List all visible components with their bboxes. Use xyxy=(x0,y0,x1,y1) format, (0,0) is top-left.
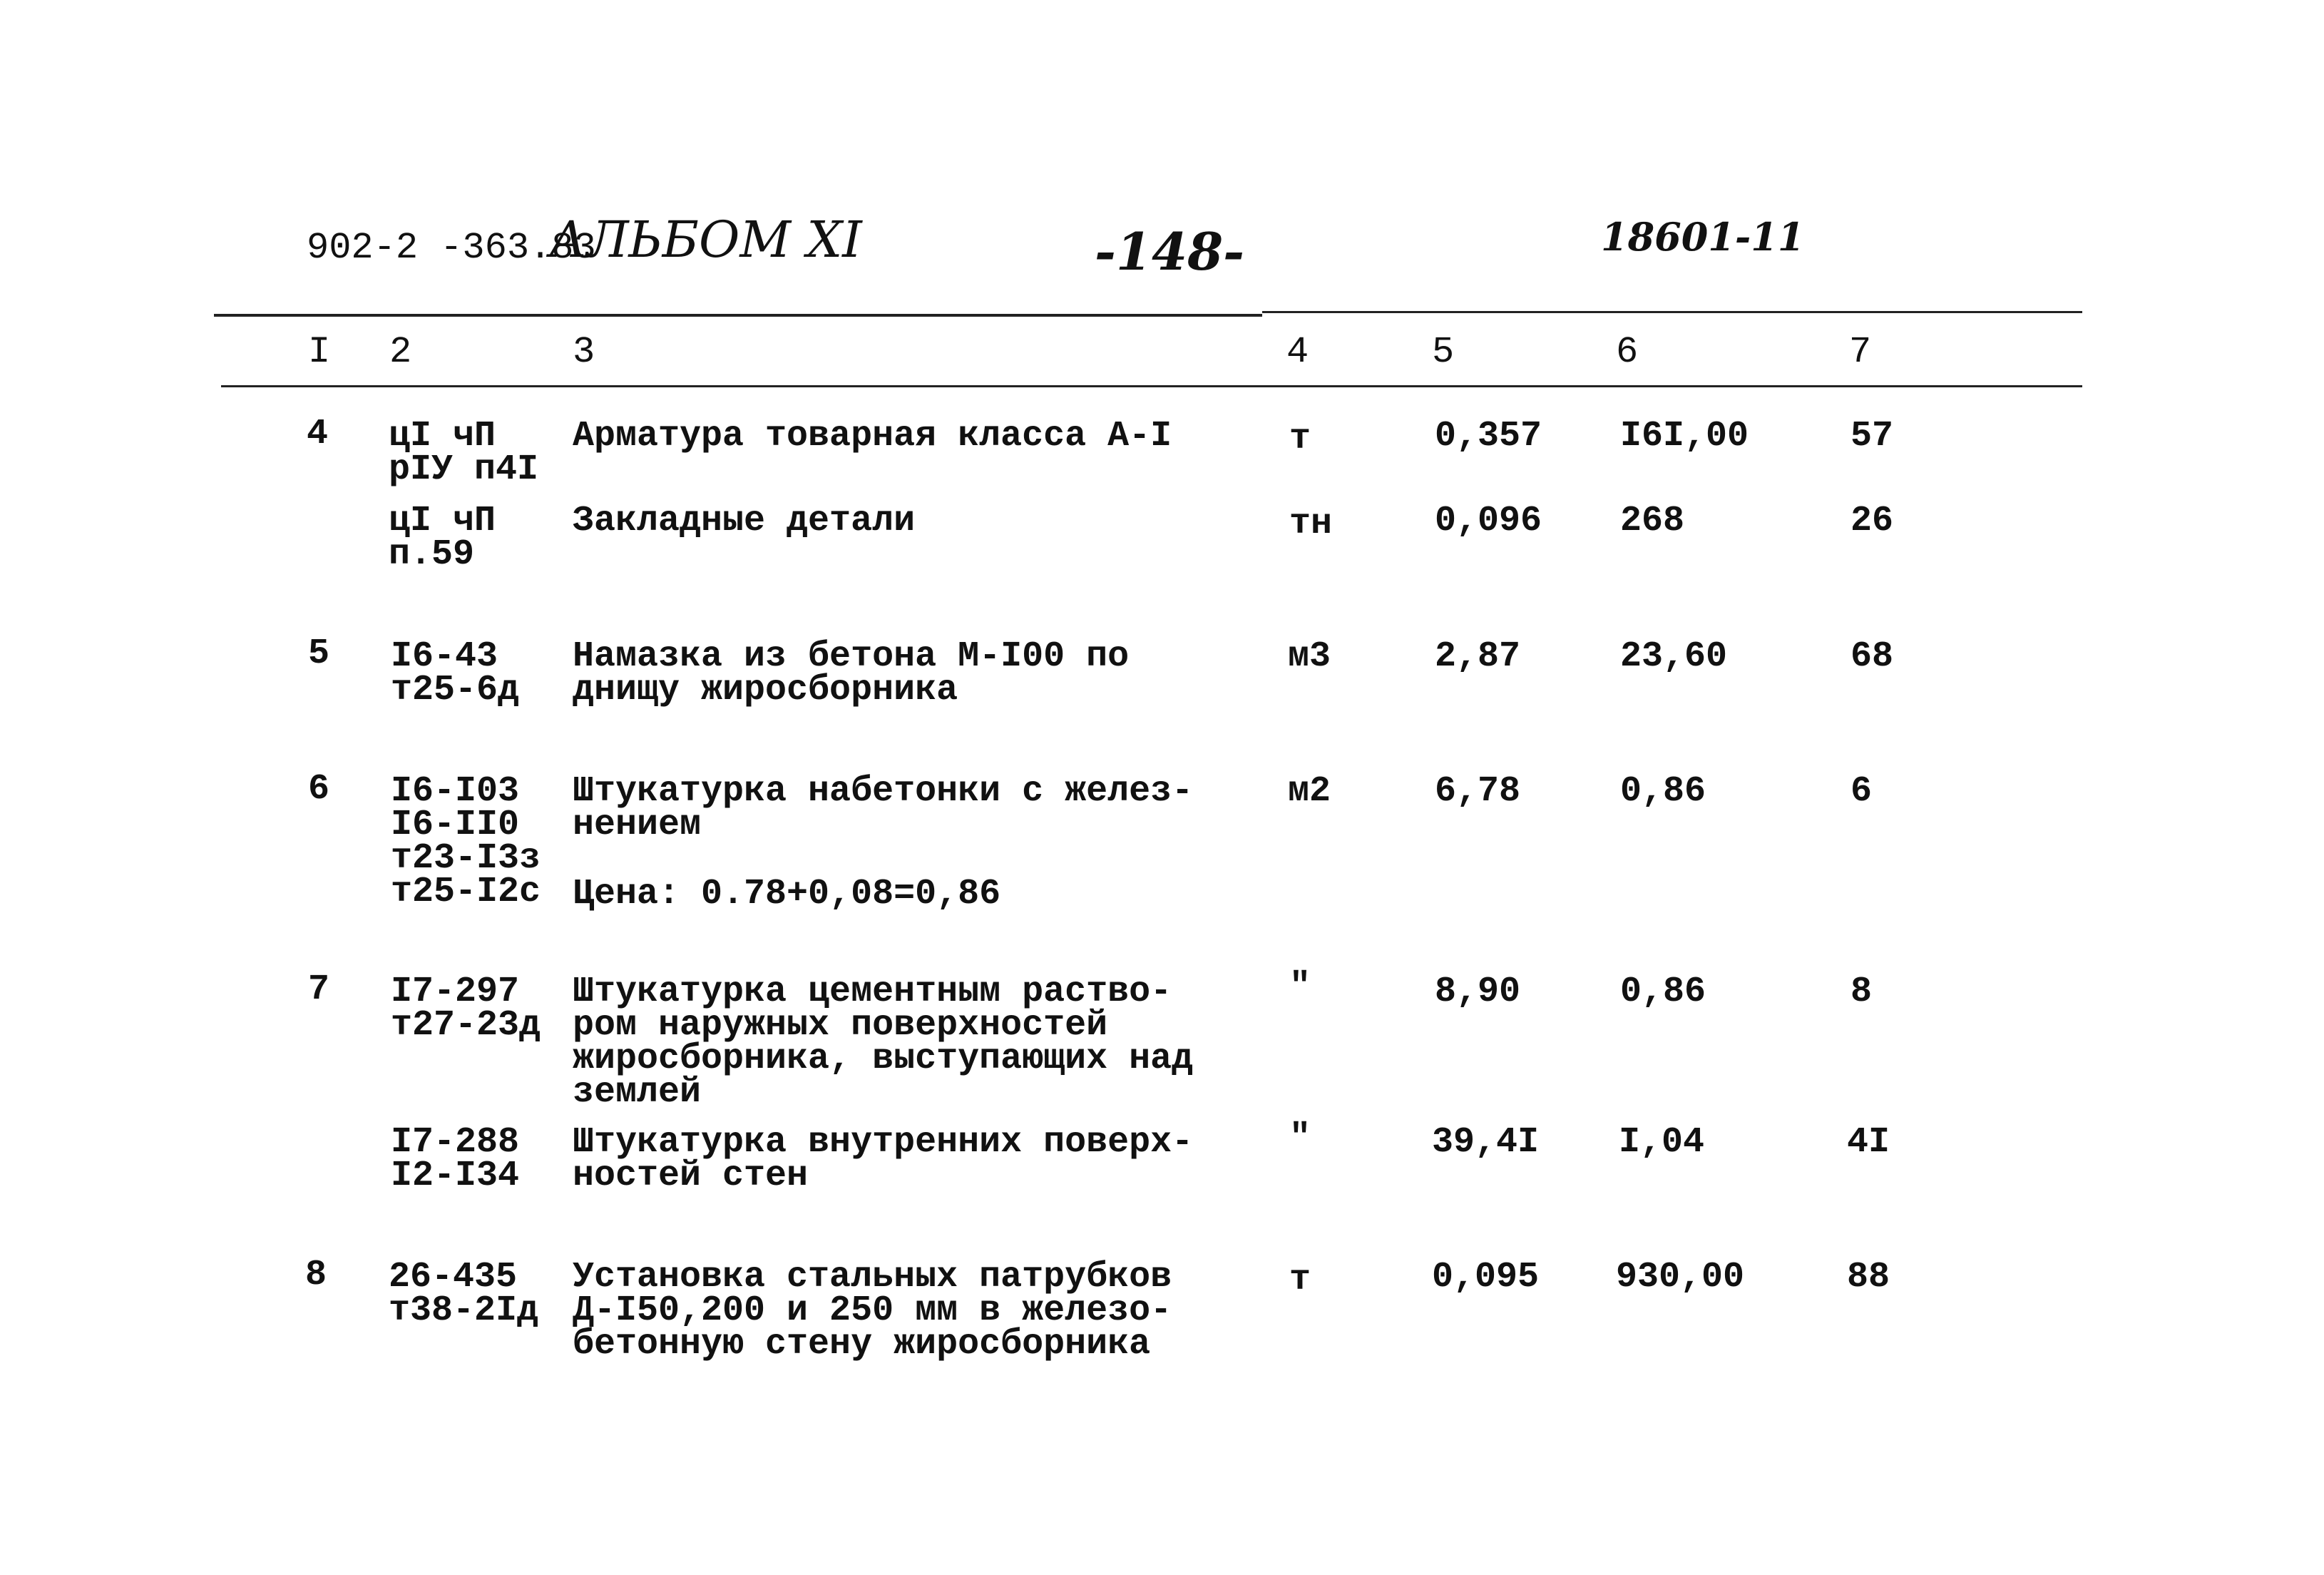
row-number: 4 xyxy=(307,414,329,454)
row-description: Арматура товарная класса А-I xyxy=(573,416,1172,457)
document-code: 902-2 -363.83 xyxy=(307,227,596,269)
row-unit-price: 930,00 xyxy=(1616,1257,1745,1298)
column-header-2: 2 xyxy=(389,331,412,373)
row-description: Штукатурка внутренних поверх- ностей стен xyxy=(573,1122,1194,1196)
row-code: 26-435 т38-2Iд xyxy=(389,1257,539,1331)
row-total: 6 xyxy=(1851,771,1873,812)
row-quantity: 39,4I xyxy=(1432,1122,1540,1163)
row-total: 88 xyxy=(1847,1257,1890,1298)
row-code: цI чП п.59 xyxy=(389,501,496,575)
row-number: 5 xyxy=(308,633,330,674)
row-unit: т xyxy=(1289,1260,1311,1300)
row-total: 68 xyxy=(1851,636,1894,677)
row-total: 57 xyxy=(1851,416,1894,457)
header-bottom-rule xyxy=(221,385,2082,387)
page-number: -148- xyxy=(1095,221,1245,282)
header-top-rule-right xyxy=(1262,311,2082,313)
row-code: I6-43 т25-6д xyxy=(391,636,520,710)
row-unit: м3 xyxy=(1288,636,1331,677)
column-header-7: 7 xyxy=(1849,331,1872,373)
row-description: Штукатурка цементным раство- ром наружных поверхностей жиросборника, выступающих над землей xyxy=(573,972,1194,1113)
price-note: Цена: 0.78+0,08=0,86 xyxy=(573,874,1001,914)
column-header-1: I xyxy=(308,331,331,373)
row-description: Закладные детали xyxy=(573,501,916,541)
row-number: 6 xyxy=(308,769,330,810)
row-quantity: 8,90 xyxy=(1435,972,1521,1012)
header-top-rule-left xyxy=(214,314,1262,317)
row-unit-price: 268 xyxy=(1620,501,1685,541)
row-unit-price: 23,60 xyxy=(1620,636,1728,677)
row-unit: т xyxy=(1289,419,1311,459)
row-unit-price: 0,86 xyxy=(1620,972,1706,1012)
row-total: 4I xyxy=(1847,1122,1890,1163)
row-quantity: 6,78 xyxy=(1435,771,1521,812)
row-quantity: 0,095 xyxy=(1432,1257,1540,1298)
row-code: I6-I03 I6-II0 т23-I3з т25-I2с xyxy=(391,771,541,912)
row-quantity: 0,096 xyxy=(1435,501,1542,541)
row-description: Установка стальных патрубков Д-I50,200 и 250 мм в железо- бетонную стену жиросборника xyxy=(573,1257,1172,1365)
row-unit: тн xyxy=(1289,504,1333,544)
row-total: 26 xyxy=(1851,501,1894,541)
column-header-6: 6 xyxy=(1616,331,1639,373)
row-unit-price: I6I,00 xyxy=(1620,416,1749,457)
row-description: Намазка из бетона М-I00 по днищу жиросборника xyxy=(573,636,1130,710)
column-header-3: 3 xyxy=(573,331,595,373)
row-code: I7-288 I2-I34 xyxy=(391,1122,520,1196)
row-description: Штукатурка набетонки с желез- нением xyxy=(573,771,1194,845)
row-unit-price: 0,86 xyxy=(1620,771,1706,812)
row-quantity: 2,87 xyxy=(1435,636,1521,677)
row-unit: " xyxy=(1289,967,1311,1007)
row-code: I7-297 т27-23д xyxy=(391,972,541,1046)
row-code: цI чП рIУ п4I xyxy=(389,416,539,490)
row-quantity: 0,357 xyxy=(1435,416,1542,457)
row-unit-price: I,04 xyxy=(1619,1122,1705,1163)
row-unit: м2 xyxy=(1288,771,1331,812)
column-header-5: 5 xyxy=(1432,331,1455,373)
row-number: 8 xyxy=(305,1255,327,1295)
row-total: 8 xyxy=(1851,972,1873,1012)
sheet-code: 18601-11 xyxy=(1601,214,1805,260)
row-unit: " xyxy=(1289,1118,1311,1158)
row-number: 7 xyxy=(308,969,330,1010)
column-header-4: 4 xyxy=(1286,331,1309,373)
album-label: АЛЬБОМ XI xyxy=(549,210,862,269)
